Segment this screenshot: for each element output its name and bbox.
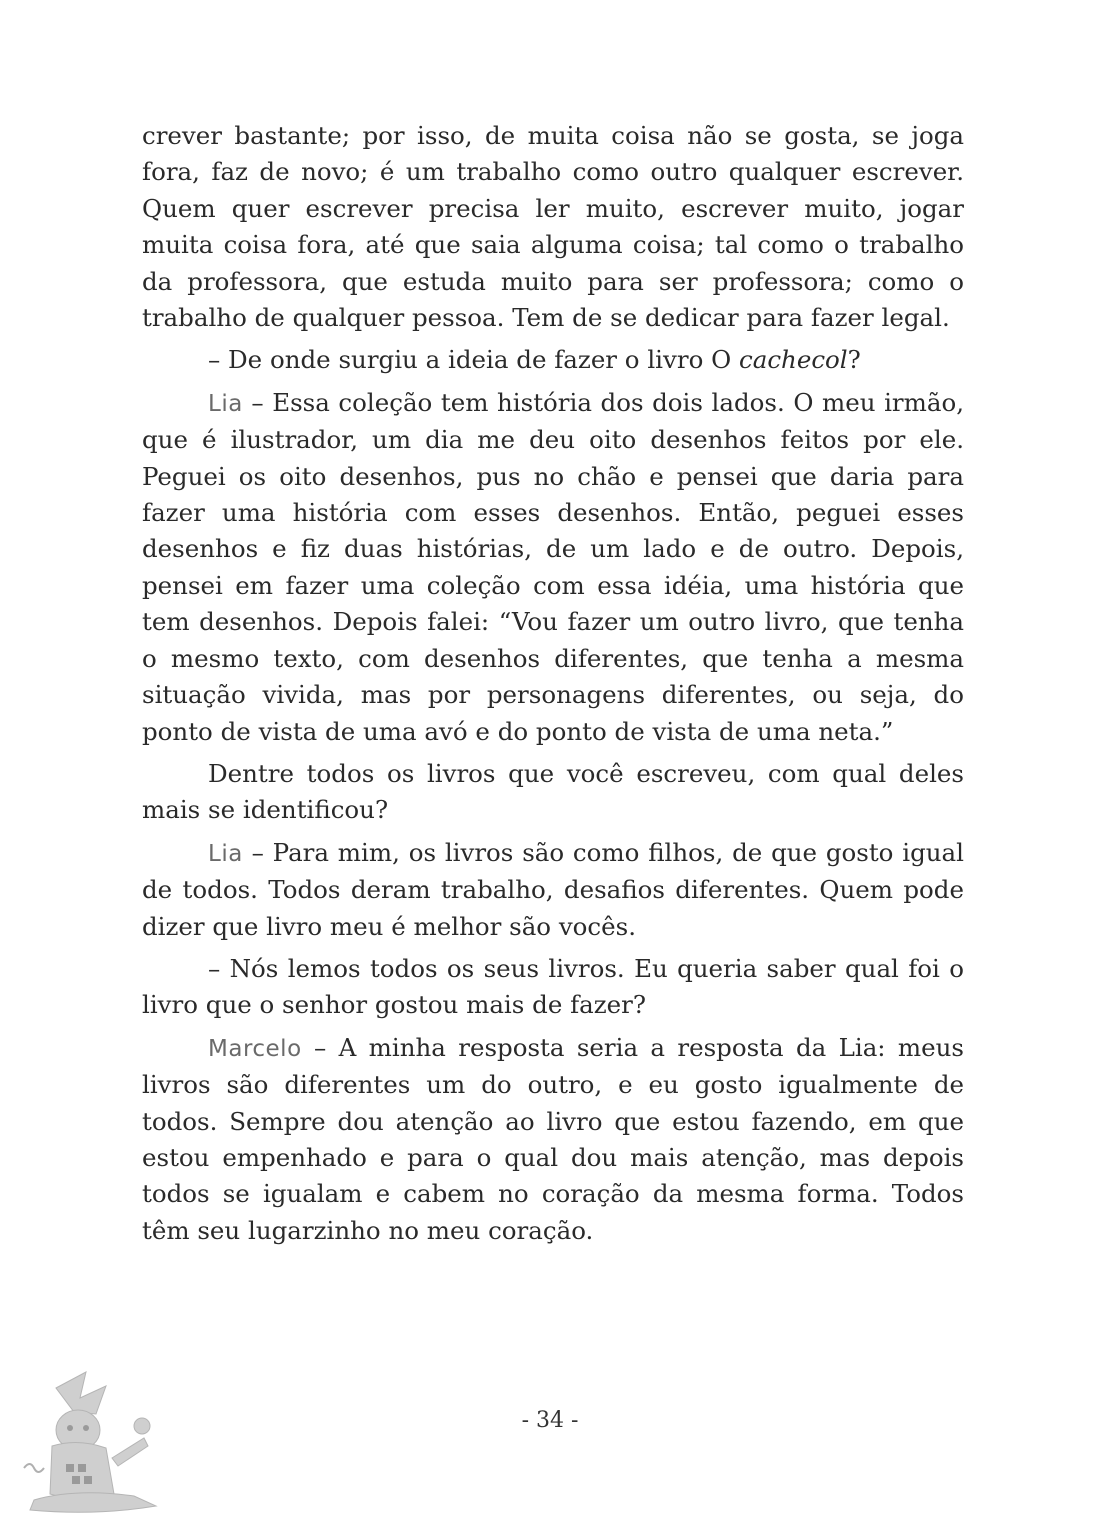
question-identificou	[142, 756, 964, 829]
paragraph-text: – Para mim, os livros são como filhos, de que gosto igual de todos. Todos deram trabalho, desafios diferentes. Quem pode dizer que livro meu é melhor são vocês.	[142, 837, 964, 941]
book-title: cachecol	[739, 345, 848, 375]
paragraph-text: – Nós lemos todos os seus livros. Eu queria saber qual foi o livro que o senhor gostou mais de fazer?	[142, 953, 964, 1020]
paragraph-text-end: ?	[847, 345, 861, 375]
question-gostou	[142, 951, 964, 1024]
page-body	[142, 118, 964, 1249]
speaker-name: Lia	[208, 840, 243, 867]
paragraph-text: Dentre todos os livros que você escreveu, com qual deles mais se identificou?	[142, 758, 964, 825]
speaker-name: Marcelo	[208, 1035, 302, 1062]
page-number: - 34 -	[521, 1408, 579, 1433]
paragraph-text: crever bastante; por isso, de muita coisa não se gosta, se joga fora, faz de novo; é um trabalho como outro qualquer escrever. Quem quer escrever precisa ler muito, escrever muito, jogar muita coisa fora, até que saia alguma coisa; tal como o trabalho da professora, que estuda muito para ser professora; como o trabalho de qualquer pessoa. Tem de se dedicar para fazer legal.	[142, 121, 964, 333]
answer-lia-1	[142, 385, 964, 750]
witch-character-icon	[16, 1368, 166, 1516]
question-cachecol	[142, 342, 964, 378]
speaker-name: Lia	[208, 390, 243, 417]
paragraph-1	[142, 118, 964, 336]
paragraph-text: – De onde surgiu a ideia de fazer o livro O	[208, 345, 739, 375]
paragraph-text: – A minha resposta seria a resposta da Lia: meus livros são diferentes um do outro, e eu gosto igualmente de todos. Sempre dou atenção ao livro que estou fazendo, em que estou empenhado e para o qual dou mais atenção, mas depois todos se igualam e cabem no coração da mesma forma. Todos têm seu lugarzinho no meu coração.	[142, 1032, 964, 1245]
paragraph-text: – Essa coleção tem história dos dois lados. O meu irmão, que é ilustrador, um dia me deu oito desenhos feitos por ele. Peguei os oito desenhos, pus no chão e pensei que daria para fazer uma história com esses desenhos. Então, peguei esses desenhos e fiz duas histórias, de um lado e de outro. Depois, pensei em fazer uma coleção com essa idéia, uma história que tem desenhos. Depois falei: “Vou fazer um outro livro, que tenha o mesmo texto, com desenhos diferentes, que tenha a mesma situação vivida, mas por personagens diferentes, ou seja, do ponto de vista de uma avó e do ponto de vista de uma neta.”	[142, 387, 964, 746]
answer-marcelo	[142, 1030, 964, 1249]
answer-lia-2	[142, 835, 964, 945]
